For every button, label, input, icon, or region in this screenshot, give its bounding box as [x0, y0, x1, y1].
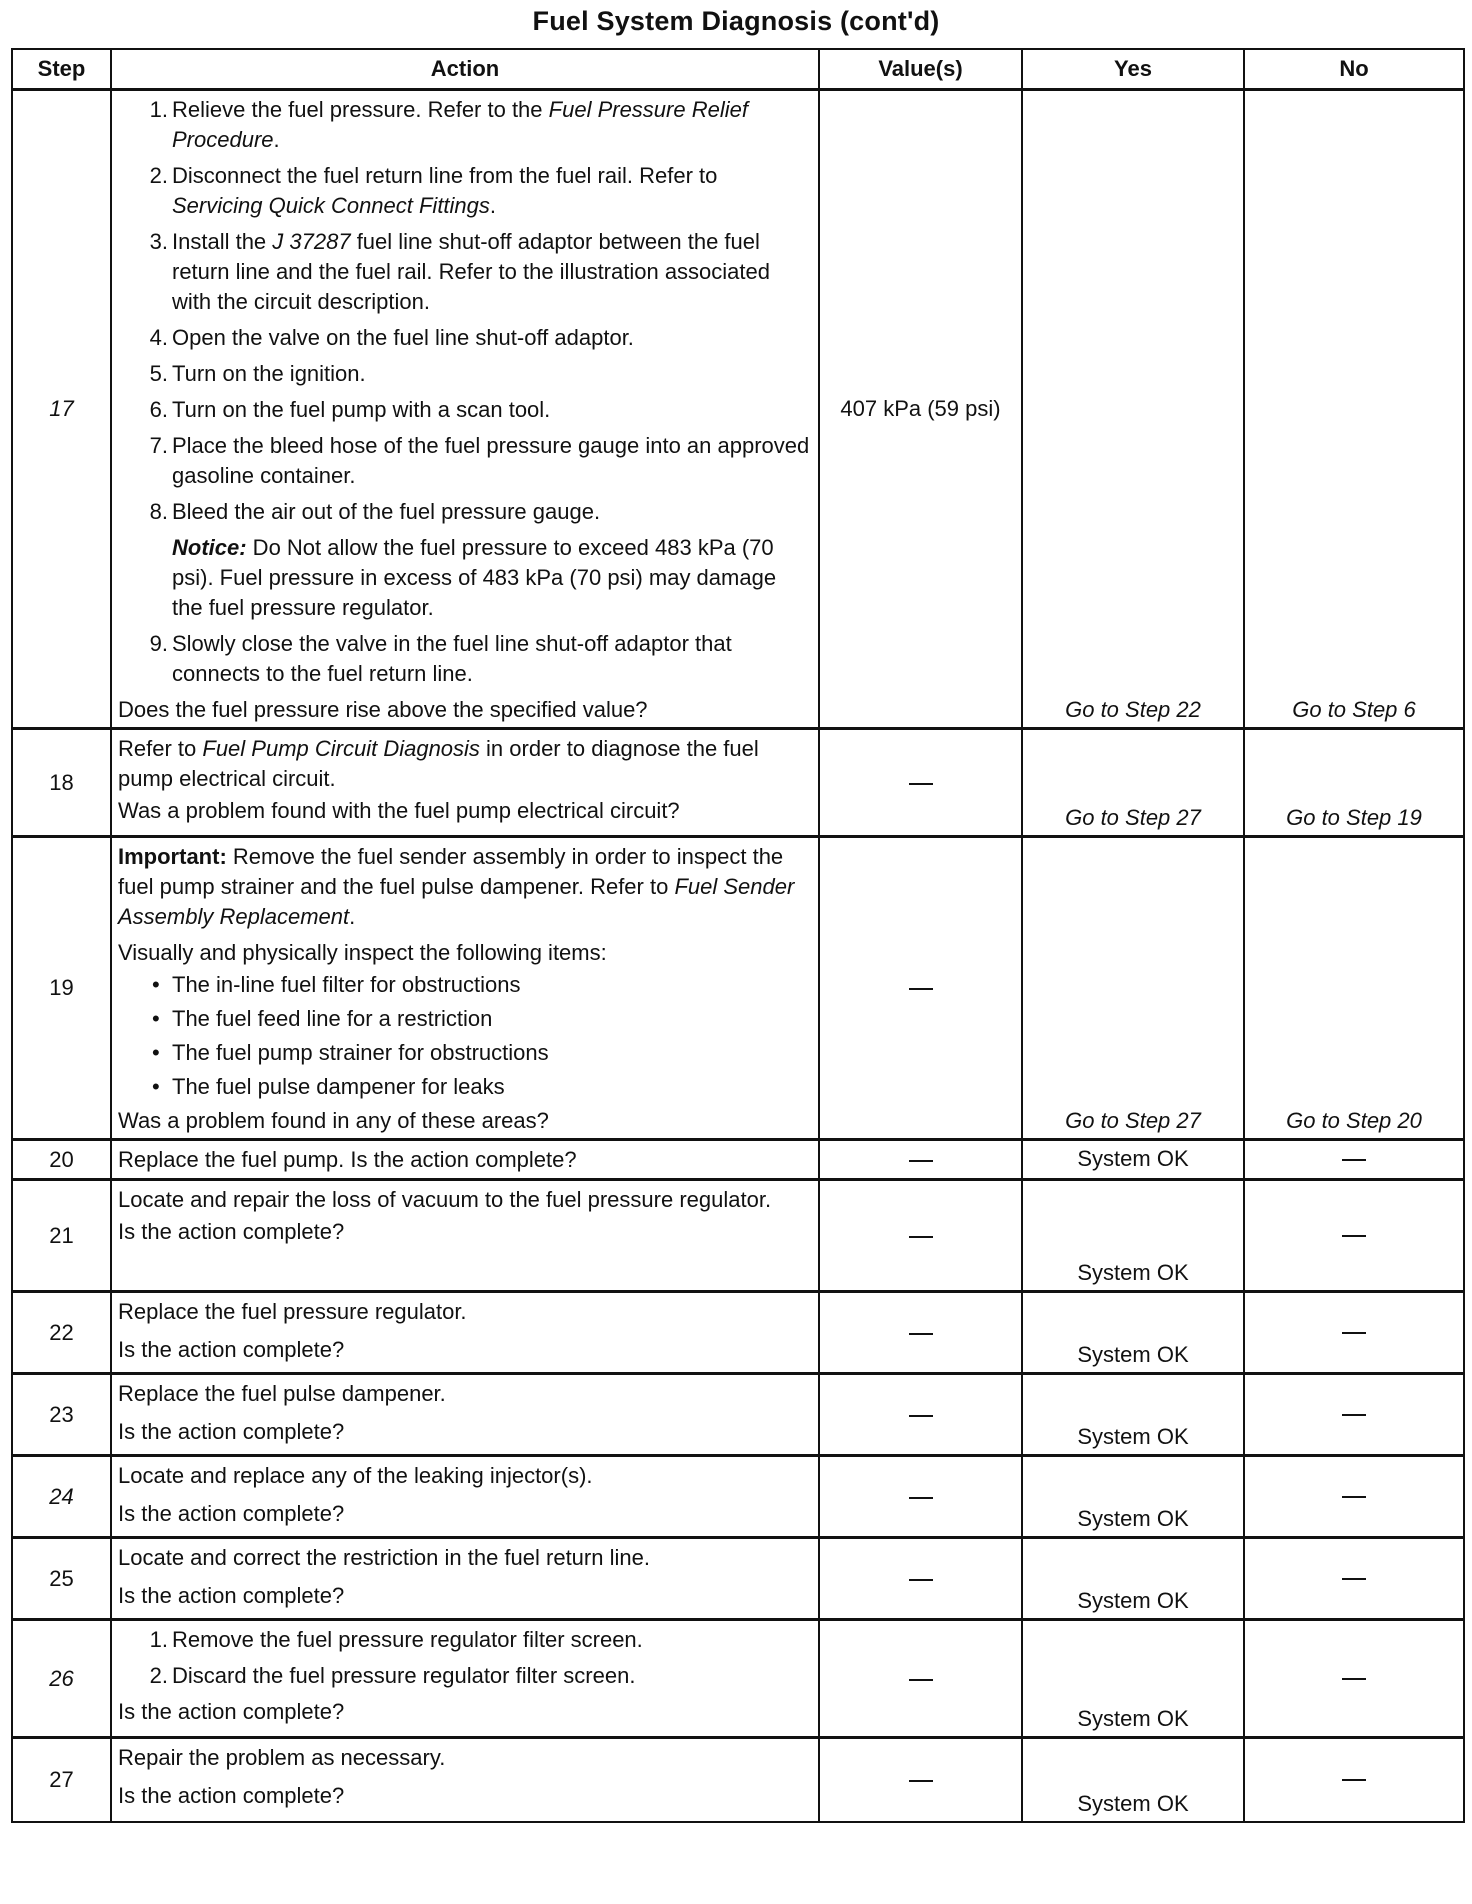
step-number: 21 [12, 1180, 111, 1292]
value-cell [819, 1620, 1022, 1738]
table-row-step-21 [12, 1180, 1464, 1292]
list-item: 1. Relieve the fuel pressure. Refer to the Fuel Pressure Relief Procedure. [149, 97, 748, 152]
value-cell [819, 1140, 1022, 1180]
dash [909, 783, 933, 785]
step-number: 19 [12, 837, 111, 1140]
table-row-step-26 [12, 1620, 1464, 1738]
no-cell: Go to Step 19 [1244, 729, 1464, 837]
list-item: • The fuel pulse dampener for leaks [152, 1074, 505, 1099]
no-cell [1244, 1292, 1464, 1374]
step-number: 24 [12, 1456, 111, 1538]
action-cell [111, 1620, 819, 1738]
action-cell: Replace the fuel pump. Is the action complete? [111, 1140, 819, 1180]
value-cell [819, 1180, 1022, 1292]
action-cell: Refer to Fuel Pump Circuit Diagnosis in order to diagnose the fuel pump electrical circuit. Was a problem found with the fuel pump electrical circuit? [111, 729, 819, 837]
procedure-list-cont [118, 629, 812, 689]
value-cell [819, 1292, 1022, 1374]
dash [1342, 1332, 1366, 1334]
question-text: Is the action complete? [118, 1699, 345, 1724]
list-item: 5. Turn on the ignition. [149, 361, 366, 386]
dash [909, 1415, 933, 1417]
list-item: 8. Bleed the air out of the fuel pressure gauge. [149, 499, 601, 524]
step-number: 17 [12, 90, 111, 729]
table-row-step-24 [12, 1456, 1464, 1538]
action-cell [111, 90, 819, 729]
procedure-list [118, 95, 812, 527]
step-number: 20 [12, 1140, 111, 1180]
header-yes: Yes [1022, 49, 1244, 90]
yes-cell: System OK [1022, 1738, 1244, 1822]
list-item: 2. Discard the fuel pressure regulator filter screen. [149, 1663, 636, 1688]
list-item: 7. Place the bleed hose of the fuel pressure gauge into an approved gasoline container. [149, 433, 810, 488]
no-cell: Go to Step 6 [1244, 90, 1464, 729]
page-title: Fuel System Diagnosis (cont'd) [532, 6, 940, 36]
yes-cell: Go to Step 27 [1022, 729, 1244, 837]
list-item: • The fuel feed line for a restriction [152, 1006, 493, 1031]
value-cell [819, 1538, 1022, 1620]
table-row-step-25 [12, 1538, 1464, 1620]
dash [1342, 1235, 1366, 1237]
dash [909, 1333, 933, 1335]
yes-cell: System OK [1022, 1140, 1244, 1180]
diagnosis-table [11, 48, 1465, 1823]
question-text: Does the fuel pressure rise above the specified value? [118, 697, 648, 722]
reference-link: Servicing Quick Connect Fittings [172, 193, 490, 218]
question-text: Is the action complete? [118, 1783, 345, 1808]
step-number: 26 [12, 1620, 111, 1738]
list-item: 2. Disconnect the fuel return line from the fuel rail. Refer to Servicing Quick Connect Fittings. [149, 163, 718, 218]
no-cell [1244, 1620, 1464, 1738]
yes-cell: System OK [1022, 1374, 1244, 1456]
no-cell [1244, 1374, 1464, 1456]
list-item: 1. Remove the fuel pressure regulator filter screen. [149, 1627, 643, 1652]
dash [909, 1579, 933, 1581]
list-item: 6. Turn on the fuel pump with a scan tool. [149, 397, 551, 422]
yes-cell: System OK [1022, 1538, 1244, 1620]
action-cell: Locate and repair the loss of vacuum to the fuel pressure regulator. Is the action complete? [111, 1180, 819, 1292]
no-cell [1244, 1456, 1464, 1538]
reference-link: Fuel Sender Assembly Replacement [118, 874, 795, 929]
question-text: Is the action complete? [118, 1501, 345, 1526]
step-number: 25 [12, 1538, 111, 1620]
table-row-step-20 [12, 1140, 1464, 1180]
value-cell [819, 729, 1022, 837]
notice-text: Notice: Do Not allow the fuel pressure to exceed 483 kPa (70 psi). Fuel pressure in excess of 483 kPa (70 psi) may damage the fuel pressure regulator. [172, 535, 777, 620]
important-text: Important: Remove the fuel sender assembly in order to inspect the fuel pump strainer and the fuel pulse dampener. Refer to Fuel Sender Assembly Replacement. [118, 844, 795, 929]
question-text: Is the action complete? [118, 1219, 345, 1244]
question-text: Was a problem found with the fuel pump electrical circuit? [118, 798, 680, 823]
dash [1342, 1779, 1366, 1781]
yes-cell: Go to Step 22 [1022, 90, 1244, 729]
no-cell [1244, 1738, 1464, 1822]
table-row-step-22 [12, 1292, 1464, 1374]
table-row-step-17 [12, 90, 1464, 729]
yes-cell: Go to Step 27 [1022, 837, 1244, 1140]
table-row-step-19 [12, 837, 1464, 1140]
dash [1342, 1414, 1366, 1416]
action-cell: Replace the fuel pulse dampener. Is the action complete? [111, 1374, 819, 1456]
header-action: Action [111, 49, 819, 90]
no-cell [1244, 1180, 1464, 1292]
no-cell: Go to Step 20 [1244, 837, 1464, 1140]
value-cell [819, 1456, 1022, 1538]
step-number: 27 [12, 1738, 111, 1822]
action-cell: Repair the problem as necessary. Is the action complete? [111, 1738, 819, 1822]
no-cell [1244, 1538, 1464, 1620]
table-row-step-18 [12, 729, 1464, 837]
inspection-list [118, 970, 812, 1102]
table-row-step-27 [12, 1738, 1464, 1822]
dash [1342, 1159, 1366, 1161]
step-number: 23 [12, 1374, 111, 1456]
header-row [12, 49, 1464, 90]
action-cell: Locate and correct the restriction in the fuel return line. Is the action complete? [111, 1538, 819, 1620]
reference-link: Fuel Pump Circuit Diagnosis [202, 736, 480, 761]
list-item: 9. Slowly close the valve in the fuel line shut-off adaptor that connects to the fuel return line. [149, 631, 732, 686]
question-text: Is the action complete? [118, 1337, 345, 1362]
dash [909, 1497, 933, 1499]
value-cell [819, 837, 1022, 1140]
table-row-step-23 [12, 1374, 1464, 1456]
tool-reference: J 37287 [272, 229, 351, 254]
procedure-list [118, 1625, 812, 1691]
dash [909, 1679, 933, 1681]
dash [909, 1236, 933, 1238]
reference-link: Fuel Pressure Relief Procedure [172, 97, 748, 152]
yes-cell: System OK [1022, 1620, 1244, 1738]
dash [1342, 1678, 1366, 1680]
dash [909, 1160, 933, 1162]
list-item: 4. Open the valve on the fuel line shut-off adaptor. [149, 325, 634, 350]
header-step: Step [12, 49, 111, 90]
action-cell: Important: Remove the fuel sender assembly in order to inspect the fuel pump strainer and the fuel pulse dampener. Refer to Fuel Sender Assembly Replacement. Visually and physically inspect the following items: • The in-line fuel filter for obstructions • The fuel feed line for a restriction • The fuel pump strainer for obstructions • The fuel pulse dampener for leaks Was a problem found in any of these areas? [111, 837, 819, 1140]
question-text: Is the action complete? [118, 1419, 345, 1444]
step-number: 22 [12, 1292, 111, 1374]
value-cell [819, 1738, 1022, 1822]
yes-cell: System OK [1022, 1180, 1244, 1292]
action-cell: Locate and replace any of the leaking injector(s). Is the action complete? [111, 1456, 819, 1538]
dash [1342, 1578, 1366, 1580]
step-number: 18 [12, 729, 111, 837]
value-cell [819, 1374, 1022, 1456]
yes-cell: System OK [1022, 1456, 1244, 1538]
value-cell: 407 kPa (59 psi) [819, 90, 1022, 729]
dash [909, 988, 933, 990]
question-text: Was a problem found in any of these areas? [118, 1108, 549, 1133]
list-item: • The fuel pump strainer for obstructions [152, 1040, 549, 1065]
list-item: 3. Install the J 37287 fuel line shut-off adaptor between the fuel return line and the fuel rail. Refer to the illustration associated with the circuit description. [149, 229, 770, 314]
header-no: No [1244, 49, 1464, 90]
dash [909, 1780, 933, 1782]
dash [1342, 1496, 1366, 1498]
action-cell: Replace the fuel pressure regulator. Is the action complete? [111, 1292, 819, 1374]
no-cell [1244, 1140, 1464, 1180]
header-value: Value(s) [819, 49, 1022, 90]
list-item: • The in-line fuel filter for obstructions [152, 972, 521, 997]
yes-cell: System OK [1022, 1292, 1244, 1374]
question-text: Is the action complete? [118, 1583, 345, 1608]
